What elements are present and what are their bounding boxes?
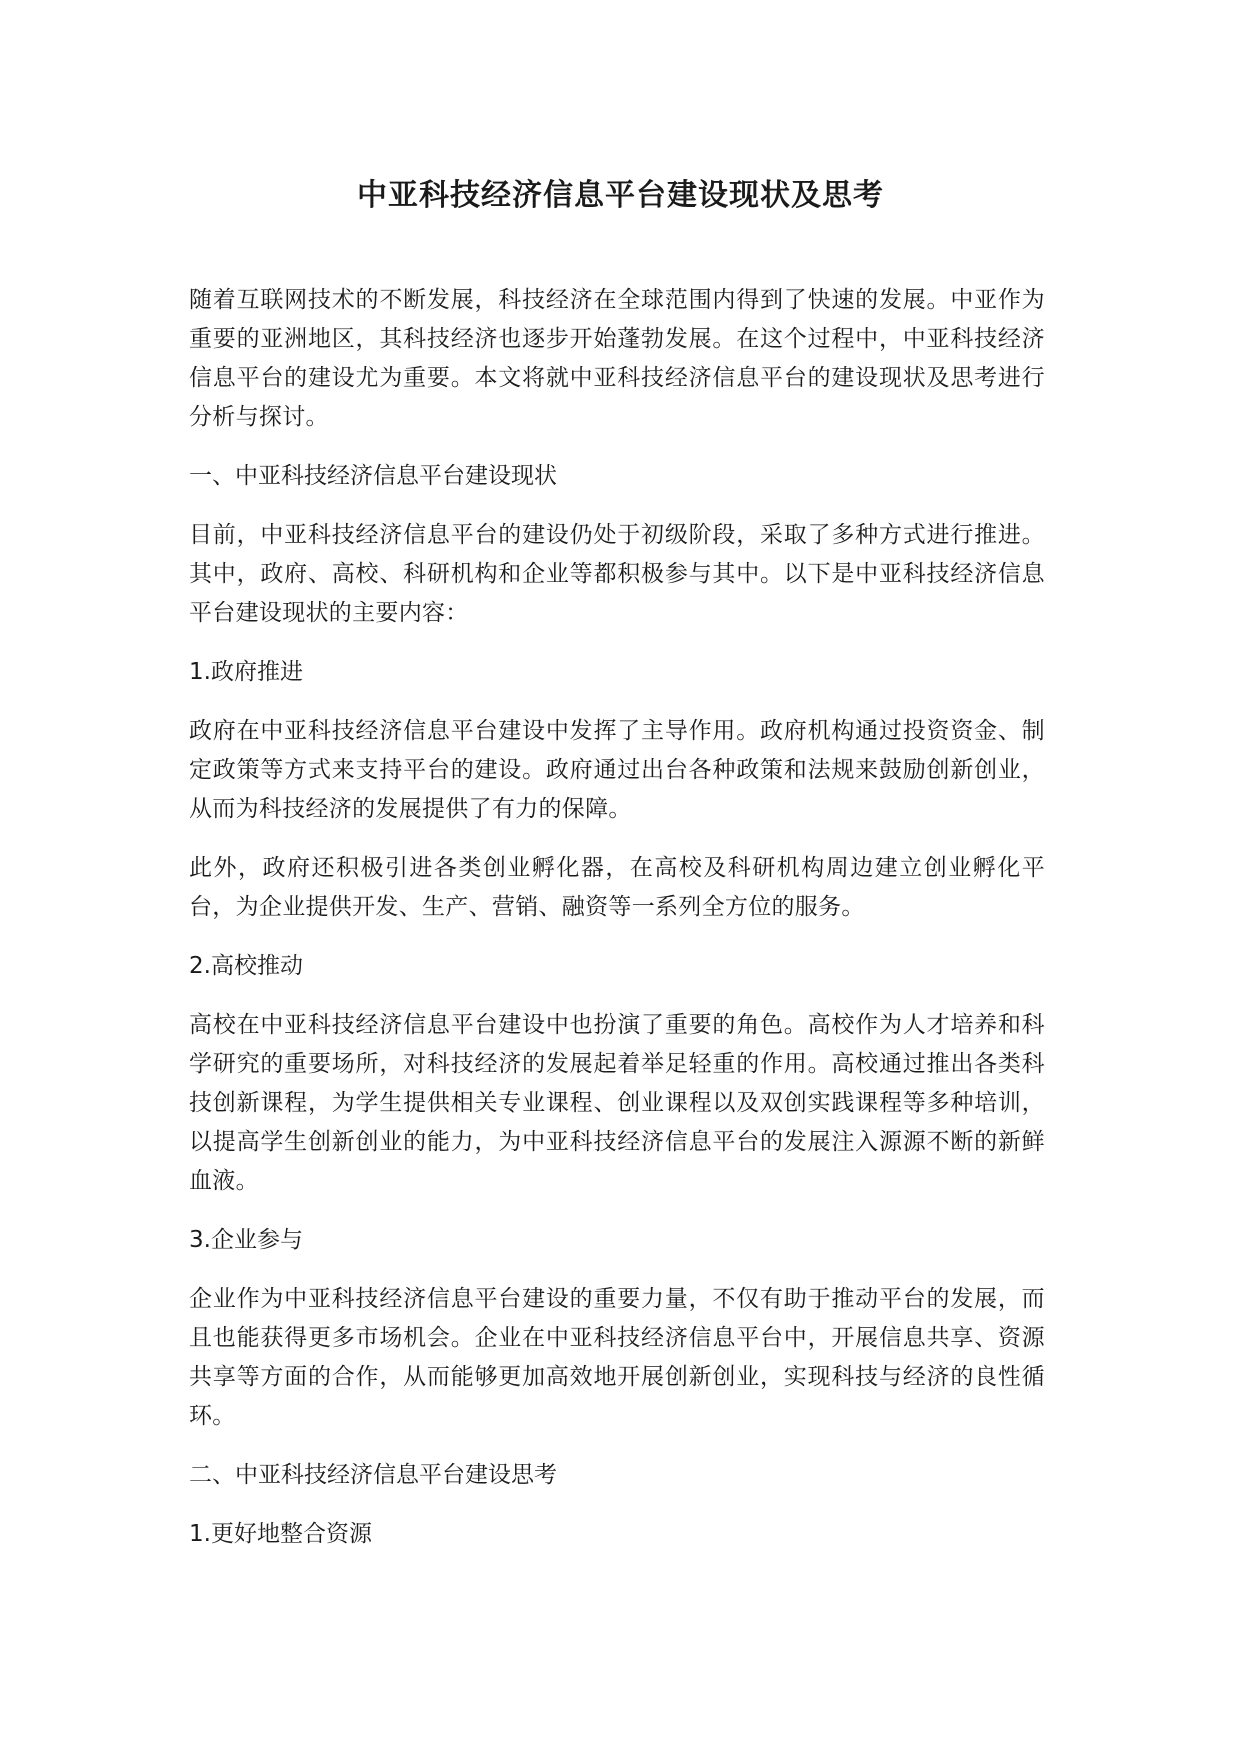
document-body [189,281,1045,1574]
status-overview-paragraph: 目前，中亚科技经济信息平台的建设仍处于初级阶段，采取了多种方式进行推进。其中，政府、高校、科研机构和企业等都积极参与其中。以下是中亚科技经济信息平台建设现状的主要内容： [189,522,1045,626]
intro-paragraph: 随着互联网技术的不断发展，科技经济在全球范围内得到了快速的发展。中亚作为重要的亚洲地区，其科技经济也逐步开始蓬勃发展。在这个过程中，中亚科技经济信息平台的建设尤为重要。本文将就中亚科技经济信息平台的建设现状及思考进行分析与探讨。 [189,287,1045,430]
enterprises-paragraph: 企业作为中亚科技经济信息平台建设的重要力量，不仅有助于推动平台的发展，而且也能获得更多市场机会。企业在中亚科技经济信息平台中，开展信息共享、资源共享等方面的合作，从而能够更加高效地开展创新创业，实现科技与经济的良性循环。 [189,1286,1045,1429]
subheading-enterprises: 3.企业参与 [189,1227,303,1253]
document-title: 中亚科技经济信息平台建设现状及思考 [357,178,884,213]
universities-paragraph: 高校在中亚科技经济信息平台建设中也扮演了重要的角色。高校作为人才培养和科学研究的重要场所，对科技经济的发展起着举足轻重的作用。高校通过推出各类科技创新课程，为学生提供相关专业课程、创业课程以及双创实践课程等多种培训，以提高学生创新创业的能力，为中亚科技经济信息平台的发展注入源源不断的新鲜血液。 [189,1012,1045,1194]
government-paragraph-1: 政府在中亚科技经济信息平台建设中发挥了主导作用。政府机构通过投资资金、制定政策等方式来支持平台的建设。政府通过出台各种政策和法规来鼓励创新创业，从而为科技经济的发展提供了有力的保障。 [189,718,1045,822]
government-paragraph-2: 此外，政府还积极引进各类创业孵化器，在高校及科研机构周边建立创业孵化平台，为企业提供开发、生产、营销、融资等一系列全方位的服务。 [189,855,1045,920]
section-heading-status: 一、中亚科技经济信息平台建设现状 [189,463,557,489]
subheading-government: 1.政府推进 [189,659,303,685]
subheading-integrate-resources: 1.更好地整合资源 [189,1521,372,1547]
subheading-universities: 2.高校推动 [189,953,303,979]
section-heading-thoughts: 二、中亚科技经济信息平台建设思考 [189,1462,557,1488]
